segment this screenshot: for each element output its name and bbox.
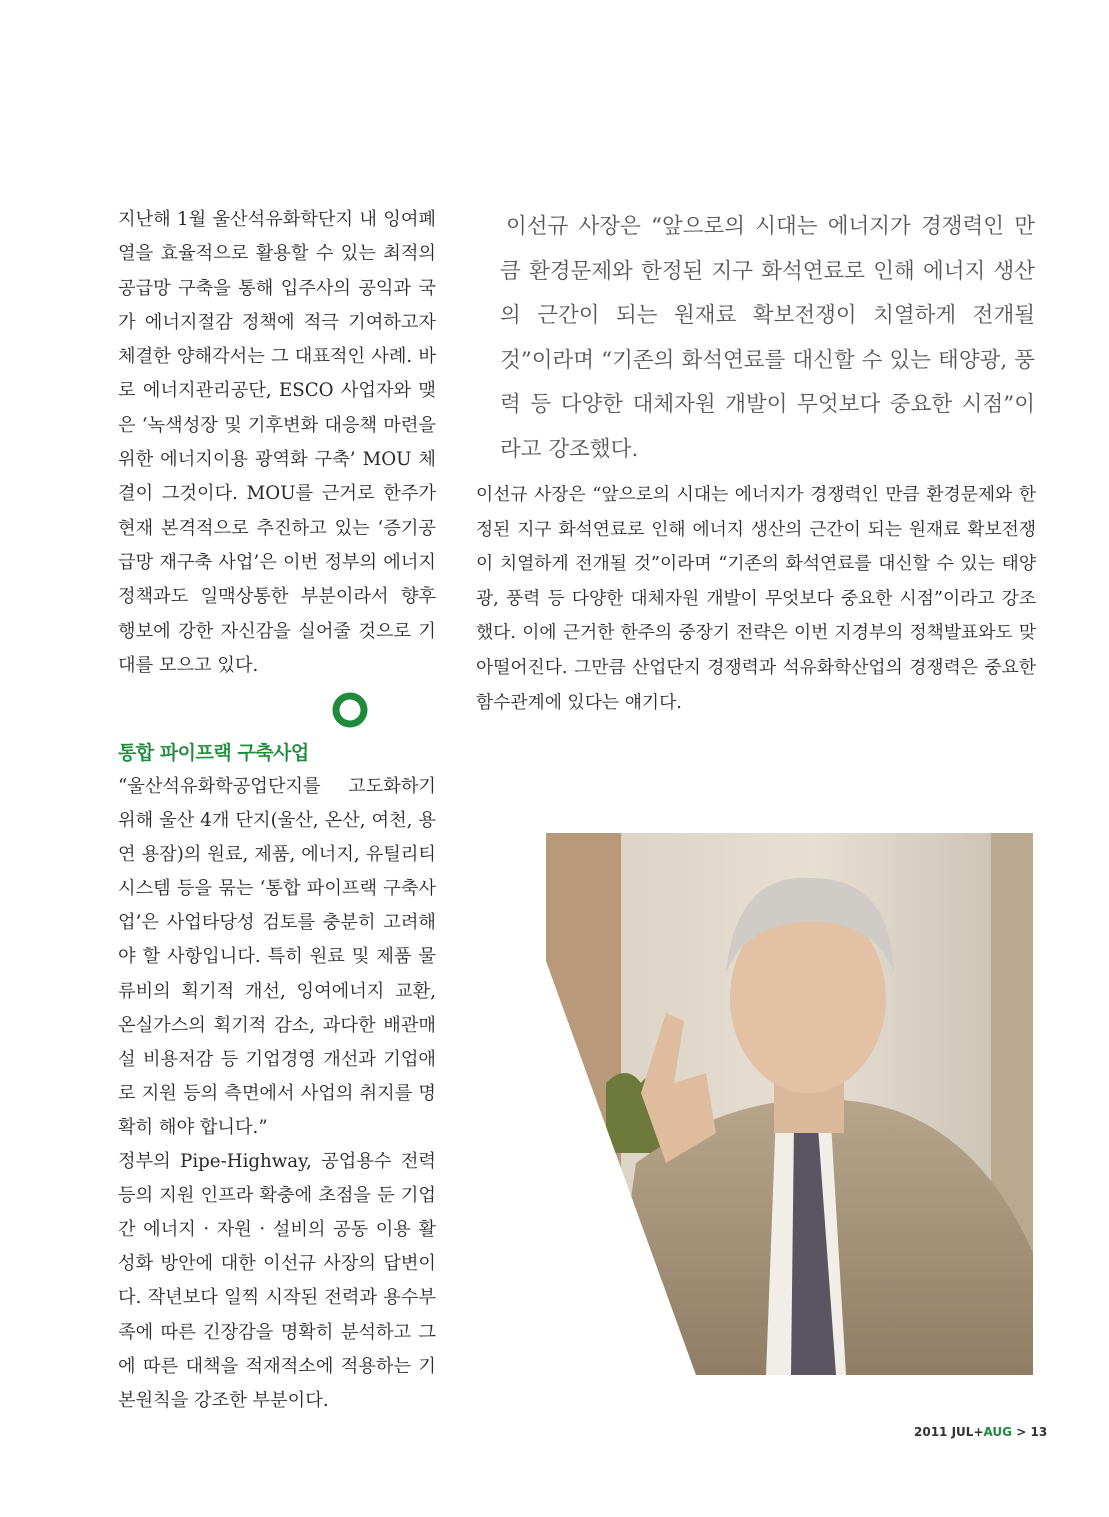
section-body: 정부의 Pipe-Highway, 공업용수 전력 등의 지원 인프라 확충에 초점을 둔 기업간 에너지 · 자원 · 설비의 공동 이용 활성화 방안에 대한 이선규 사장의 답변이다. 작년보다 일찍 시작된 전력과 용수부족에 따른 긴장감을 명확히 분석하고 그에 따른 대책을 적재적소에 적용하는 기본원칙을 강조한 부분이다. <box>118 1151 436 1411</box>
section-ring-icon <box>330 690 370 730</box>
footer-issue-b: AUG <box>983 1425 1013 1439</box>
section-body-column <box>118 770 436 1418</box>
footer-issue-a: JUL+ <box>951 1425 984 1439</box>
section-quote: “울산석유화학공업단지를 고도화하기 위해 울산 4개 단지(울산, 온산, 여천, 용연 용잠)의 원료, 제품, 에너지, 유틸리티 시스템 등을 묶는 ‘통합 파이프랙 구축사업’은 사업타당성 검토를 충분히 고려해야 할 사항입니다. 특히 원료 및 제품 물류비의 획기적 개선, 잉여에너지 교환, 온실가스의 획기적 감소, 과다한 배관매설 비용저감 등 기업경영 개선과 기업애로 지원 등의 측면에서 사업의 취지를 명확히 해야 합니다.” <box>118 776 436 1138</box>
right-body: 이선규 사장은 “앞으로의 시대는 에너지가 경쟁력인 만큼 환경문제와 한정된 지구 화석연료로 인해 에너지 생산의 근간이 되는 원재료 확보전쟁이 치열하게 전개될 것”이라며 “기존의 화석연료를 대신할 수 있는 태양광, 풍력 등 다양한 대체자원 개발이 무엇보다 중요한 시점”이라고 강조했다. 이에 근거한 한주의 중장기 전략은 이번 지경부의 정책발표와도 맞아떨어진다. 그만큼 산업단지 경쟁력과 석유화학산업의 경쟁력은 중요한 함수관계에 있다는 얘기다. <box>476 484 1036 713</box>
page-number: 13 <box>1030 1425 1048 1439</box>
pull-quote: 이선규 사장은 “앞으로의 시대는 에너지가 경쟁력인 만큼 환경문제와 한정된 지구 화석연료로 인해 에너지 생산의 근간이 되는 원재료 확보전쟁이 치열하게 전개될 것”이라며 “기존의 화석연료를 대신할 수 있는 태양광, 풍력 등 다양한 대체자원 개발이 무엇보다 중요한 시점”이라고 강조했다. <box>500 214 1035 462</box>
page-footer <box>914 1425 1047 1439</box>
left-column <box>118 203 436 683</box>
section-title: 통합 파이프랙 구축사업 <box>118 742 309 764</box>
footer-year: 2011 <box>914 1425 948 1439</box>
left-paragraph: 지난해 1월 울산석유화학단지 내 잉여폐열을 효율적으로 활용할 수 있는 최적의 공급망 구축을 통해 입주사의 공익과 국가 에너지절감 정책에 적극 기여하고자 체결한 양해각서는 그 대표적인 사례. 바로 에너지관리공단, ESCO 사업자와 맺은 ‘녹색성장 및 기후변화 대응책 마련을 위한 에너지이용 광역화 구축’ MOU 체결이 그것이다. MOU를 근거로 한주가 현재 본격적으로 추진하고 있는 ‘증기공급망 재구축 사업’은 이번 정부의 에너지 정책과도 일맥상통한 부분이라서 향후 행보에 강한 자신감을 실어줄 것으로 기대를 모으고 있다. <box>118 209 436 676</box>
footer-separator: > <box>1016 1425 1027 1439</box>
interview-photo <box>546 833 1033 1375</box>
